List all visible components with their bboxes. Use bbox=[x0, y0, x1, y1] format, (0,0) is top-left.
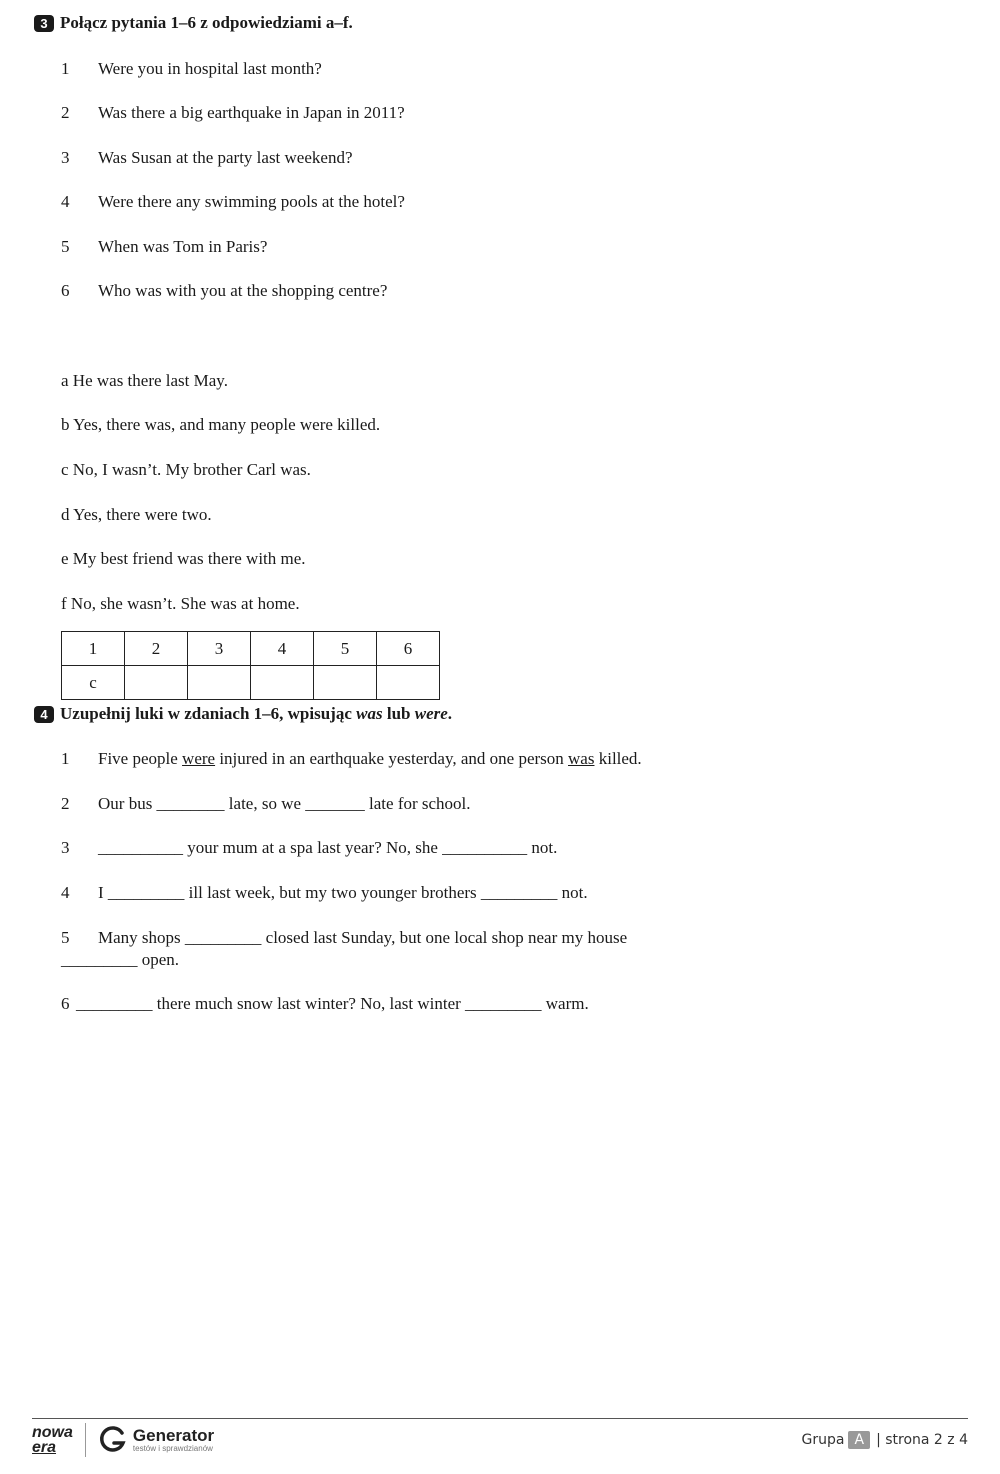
answer-a: a He was there last May. bbox=[61, 371, 228, 390]
sentence-2 bbox=[61, 794, 471, 814]
sentence-6 bbox=[61, 994, 589, 1014]
footer-logos bbox=[32, 1423, 214, 1457]
question-number: 2 bbox=[61, 103, 70, 122]
sentence-4 bbox=[61, 883, 588, 903]
sentence-number: 1 bbox=[61, 749, 70, 768]
question-3 bbox=[61, 148, 353, 168]
filled-answer: were bbox=[182, 749, 216, 768]
sentence-3 bbox=[61, 838, 557, 858]
sentence-text: I _________ ill last week, but my two younger brothers _________ not. bbox=[98, 883, 588, 902]
question-text: Was Susan at the party last weekend? bbox=[98, 148, 353, 167]
question-4 bbox=[61, 192, 405, 212]
exercise-4-title: Uzupełnij luki w zdaniach 1–6, wpisując was lub were. bbox=[60, 704, 453, 723]
question-1 bbox=[61, 59, 322, 79]
logo-separator bbox=[85, 1423, 86, 1457]
table-answer-cell[interactable]: c bbox=[62, 666, 125, 700]
filled-answer: was bbox=[568, 749, 595, 768]
question-text: Were you in hospital last month? bbox=[98, 59, 322, 78]
footer-page-info bbox=[802, 1431, 968, 1449]
table-header-cell: 1 bbox=[62, 632, 125, 666]
question-number: 1 bbox=[61, 59, 70, 78]
table-answer-cell[interactable] bbox=[125, 666, 188, 700]
exercise-3-title: Połącz pytania 1–6 z odpowiedziami a–f. bbox=[60, 13, 353, 32]
sentence-1: 1 Five people were injured in an earthquake yesterday, and one person was killed. bbox=[61, 749, 642, 768]
answer-table-value-row bbox=[62, 666, 440, 700]
generator-logo-text: Generator testów i sprawdzianów bbox=[132, 1426, 215, 1453]
question-2 bbox=[61, 103, 405, 123]
exercise-number-badge: 3 bbox=[34, 15, 54, 32]
question-5 bbox=[61, 237, 267, 257]
table-answer-cell[interactable] bbox=[251, 666, 314, 700]
group-label: Grupa bbox=[801, 1432, 845, 1448]
footer-divider bbox=[32, 1418, 968, 1419]
answer-f: f No, she wasn’t. She was at home. bbox=[61, 594, 300, 613]
question-number: 4 bbox=[61, 192, 70, 211]
question-text: Who was with you at the shopping centre? bbox=[98, 281, 388, 300]
question-6 bbox=[61, 281, 387, 301]
sentence-number: 6 bbox=[61, 994, 70, 1013]
sentence-number: 4 bbox=[61, 883, 70, 902]
nowa-era-logo: nowa era bbox=[32, 1424, 73, 1456]
table-answer-cell[interactable] bbox=[314, 666, 377, 700]
table-header-cell: 5 bbox=[314, 632, 377, 666]
question-text: When was Tom in Paris? bbox=[98, 237, 268, 256]
exercise-number-badge: 4 bbox=[34, 706, 54, 723]
page-number: | strona 2 z 4 bbox=[876, 1432, 968, 1448]
table-header-cell: 6 bbox=[377, 632, 440, 666]
answer-table-header-row bbox=[62, 632, 440, 666]
group-badge: A bbox=[848, 1431, 870, 1449]
table-header-cell: 4 bbox=[251, 632, 314, 666]
table-answer-cell[interactable] bbox=[188, 666, 251, 700]
sentence-text: _________ there much snow last winter? No, last winter _________ warm. bbox=[76, 994, 589, 1013]
answer-table bbox=[61, 631, 440, 700]
exercise-4-header bbox=[34, 704, 452, 724]
sentence-number: 5 bbox=[61, 928, 70, 947]
question-number: 6 bbox=[61, 281, 70, 300]
question-number: 5 bbox=[61, 237, 70, 256]
question-text: Was there a big earthquake in Japan in 2011? bbox=[98, 103, 405, 122]
sentence-5-continued: _________ open. bbox=[61, 950, 180, 969]
table-header-cell: 2 bbox=[125, 632, 188, 666]
table-header-cell: 3 bbox=[188, 632, 251, 666]
sentence-5 bbox=[61, 928, 627, 948]
question-number: 3 bbox=[61, 148, 70, 167]
sentence-number: 2 bbox=[61, 794, 70, 813]
answer-b: b Yes, there was, and many people were killed. bbox=[61, 415, 381, 434]
answer-d: d Yes, there were two. bbox=[61, 505, 212, 524]
sentence-text: Many shops _________ closed last Sunday, but one local shop near my house bbox=[98, 928, 628, 947]
sentence-text: __________ your mum at a spa last year? No, she __________ not. bbox=[98, 838, 558, 857]
sentence-number: 3 bbox=[61, 838, 70, 857]
table-answer-cell[interactable] bbox=[377, 666, 440, 700]
generator-logo-icon bbox=[98, 1425, 128, 1455]
answer-e: e My best friend was there with me. bbox=[61, 549, 306, 568]
answer-c: c No, I wasn’t. My brother Carl was. bbox=[61, 460, 311, 479]
question-text: Were there any swimming pools at the hotel? bbox=[98, 192, 405, 211]
sentence-text: Our bus ________ late, so we _______ late for school. bbox=[98, 794, 471, 813]
exercise-3-header bbox=[34, 13, 353, 33]
